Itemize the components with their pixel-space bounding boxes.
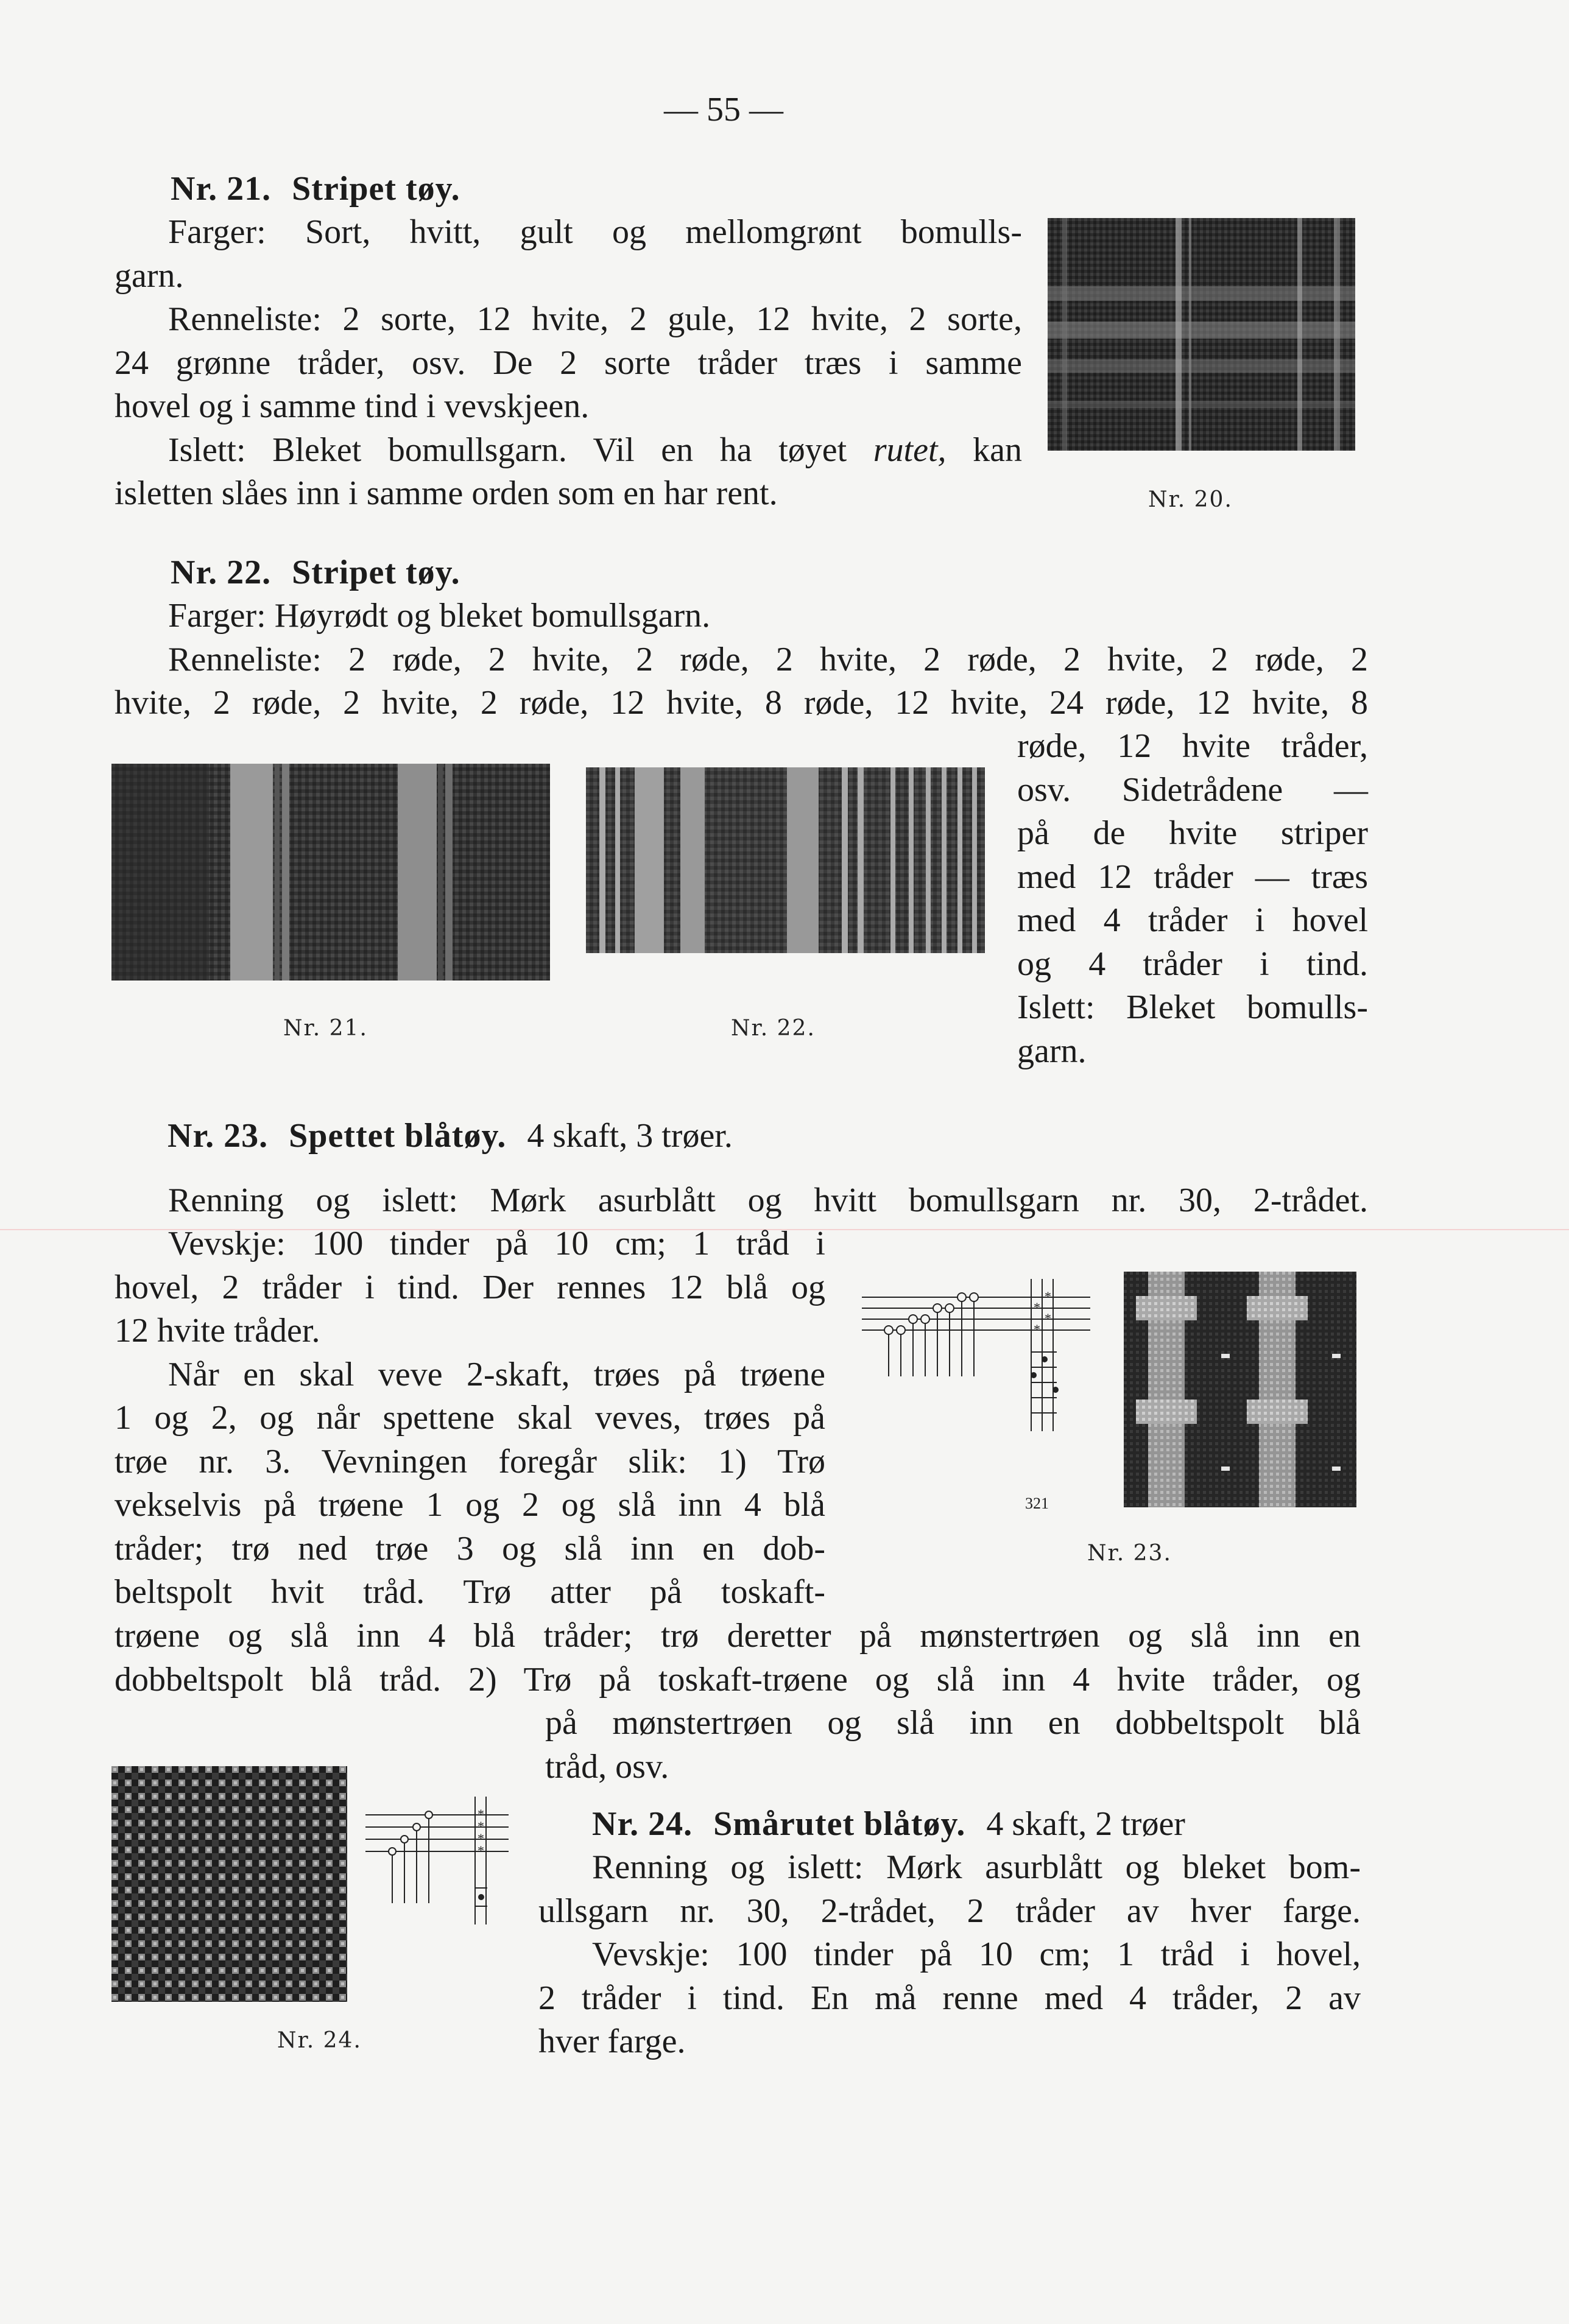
nr22-line: på de hvite striper [1017,814,1368,852]
nr23-line: tråd, osv. [545,1747,669,1786]
swatch-nr20-pattern [1048,218,1355,451]
nr23-line: beltspolt hvit tråd. Trø atter på toskaft- [115,1573,825,1611]
caption-nr22: Nr. 22. [731,1016,816,1041]
caption-nr21: Nr. 21. [283,1016,368,1041]
swatch-nr24 [111,1766,347,2002]
nr23-text-narrow [115,1222,825,1614]
swatch-nr21 [111,764,550,981]
draft-nr23-label: 321 [1025,1495,1049,1512]
nr21-italic-word: rutet, [873,431,947,469]
nr24-line: hver farge. [538,2023,686,2060]
nr21-line-with-italic [115,429,1022,473]
nr23-line: dobbeltspolt blå tråd. 2) Trø på toskaft-trøene og slå inn 4 hvite tråder, og [115,1660,1361,1699]
draft-nr23-diagram [862,1279,1093,1474]
nr23-line: 12 hvite tråder. [115,1312,320,1350]
nr22-text-top [115,594,1368,725]
nr21-line: hovel og i samme tind i vevskjeen. [115,387,590,425]
nr23-line: vekselvis på trøene 1 og 2 og slå inn 4 blå [115,1486,825,1524]
nr23-line: Renning og islett: Mørk asurblått og hvitt bomullsgarn nr. 30, 2-trådet. [168,1181,1368,1219]
swatch-nr23-pattern [1124,1272,1356,1507]
svg-text:*: * [1034,1322,1040,1337]
nr22-line: røde, 12 hvite tråder, [1017,727,1368,765]
nr21-line: Farger: Sort, hvitt, gult og mellomgrønt bomulls- [168,213,1022,251]
svg-text:*: * [1034,1300,1040,1315]
nr23-text-full1 [115,1179,1368,1223]
svg-text:*: * [478,1806,484,1822]
nr22-line: Islett: Bleket bomulls- [1017,988,1368,1026]
nr23-line: tråder; trø ned trøe 3 og slå inn en dob- [115,1529,825,1568]
swatch-nr23 [1124,1272,1356,1507]
nr23-line: Vevskje: 100 tinder på 10 cm; 1 tråd i [168,1225,825,1262]
nr24-subtitle: 4 skaft, 2 trøer [986,1805,1185,1843]
nr21-line: 24 grønne tråder, osv. De 2 sorte tråder træs i samme [115,343,1022,382]
nr22-title: Stripet tøy. [292,554,460,591]
nr24-number: Nr. 24. [592,1805,693,1843]
nr22-text-side [1017,725,1368,1073]
nr21-line: garn. [115,256,184,295]
nr24-line: Renning og islett: Mørk asurblått og bleket bom- [592,1848,1361,1886]
nr24-line: 2 tråder i tind. En må renne med 4 tråder, 2 av [538,1979,1361,2017]
draft-nr24 [365,1791,512,1949]
swatch-nr21-pattern [111,764,550,981]
draft-nr24-diagram [365,1791,512,1949]
nr21-line-start: Islett: Bleket bomullsgarn. Vil en ha tøyet [168,431,873,469]
swatch-nr22 [586,767,985,953]
caption-nr24: Nr. 24. [277,2028,362,2053]
nr24-title: Smårutet blåtøy. [713,1805,966,1843]
nr24-line: Vevskje: 100 tinder på 10 cm; 1 tråd i hovel, [592,1935,1361,1973]
nr23-number: Nr. 23. [167,1117,269,1155]
caption-nr20: Nr. 20. [1148,487,1233,512]
nr22-line: hvite, 2 røde, 2 hvite, 2 røde, 12 hvite, 8 røde, 12 hvite, 24 røde, 12 hvite, 8 [115,684,1368,722]
nr23-line: 1 og 2, og når spettene skal veves, trøes på [115,1399,825,1437]
nr21-heading [171,167,460,211]
nr23-line: trøe nr. 3. Vevningen foregår slik: 1) Trø [115,1442,825,1481]
nr23-title: Spettet blåtøy. [289,1117,507,1155]
nr23-heading [167,1114,733,1158]
page-number: — 55 — [664,91,783,129]
nr23-subtitle: 4 skaft, 3 trøer. [527,1117,733,1155]
draft-nr23 [862,1279,1093,1474]
nr22-line: osv. Sidetrådene — [1017,770,1368,809]
nr22-number: Nr. 22. [171,554,272,591]
nr24-heading [592,1803,1185,1847]
nr22-line: garn. [1017,1032,1087,1070]
nr22-line: Farger: Høyrødt og bleket bomullsgarn. [168,597,711,635]
nr21-line: isletten slåes inn i samme orden som en har rent. [115,474,778,512]
nr23-line: på mønstertrøen og slå inn en dobbeltspolt blå [545,1704,1361,1742]
nr22-line: Renneliste: 2 røde, 2 hvite, 2 røde, 2 hvite, 2 røde, 2 hvite, 2 røde, 2 [168,640,1368,678]
nr22-line: med 12 tråder — træs [1017,857,1368,896]
nr23-text-full2 [115,1614,1361,1702]
nr22-line: med 4 tråder i hovel [1017,901,1368,939]
nr21-line: Renneliste: 2 sorte, 12 hvite, 2 gule, 12 hvite, 2 sorte, [168,300,1022,338]
nr24-line: ullsgarn nr. 30, 2-trådet, 2 tråder av hver farge. [538,1892,1361,1930]
svg-text:*: * [478,1819,484,1834]
svg-text:*: * [1045,1289,1051,1304]
nr22-heading [171,551,460,595]
caption-nr23: Nr. 23. [1087,1541,1172,1566]
nr23-line: hovel, 2 tråder i tind. Der rennes 12 blå og [115,1268,825,1306]
svg-text:*: * [1045,1311,1051,1326]
nr24-text [538,1846,1361,2064]
nr22-line: og 4 tråder i tind. [1017,945,1368,983]
svg-text:*: * [478,1843,484,1858]
nr23-line: Når en skal veve 2-skaft, trøes på trøene [168,1355,825,1393]
swatch-nr20 [1048,218,1355,451]
swatch-nr22-pattern [586,767,985,953]
nr23-line: trøene og slå inn 4 blå tråder; trø deretter på mønstertrøen og slå inn en [115,1617,1361,1655]
nr23-text-right [545,1702,1361,1789]
nr21-text [115,211,1022,516]
svg-text:*: * [478,1831,484,1846]
nr21-line-end: kan [946,431,1022,469]
nr21-number: Nr. 21. [171,170,272,208]
swatch-nr24-pattern [111,1766,347,2002]
nr21-title: Stripet tøy. [292,170,460,208]
